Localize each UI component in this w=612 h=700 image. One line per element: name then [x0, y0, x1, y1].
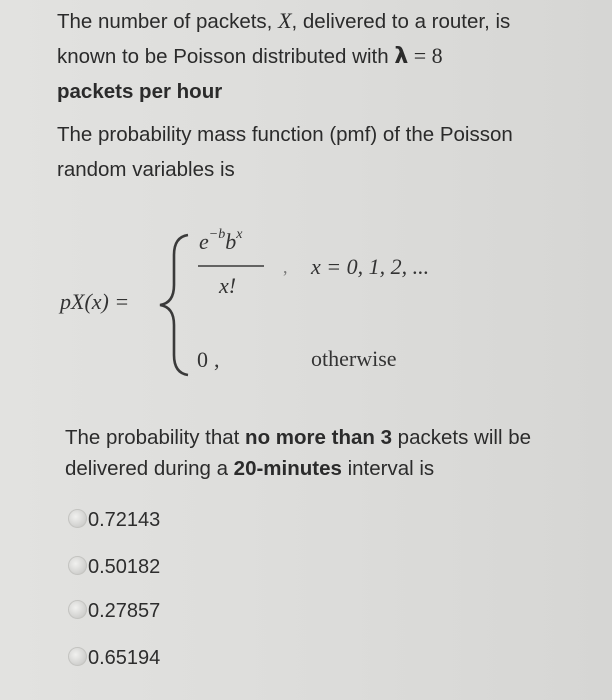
option-label-2[interactable]: 0.50182 [88, 556, 161, 578]
fraction-denominator: x! [219, 273, 237, 298]
intro-text: , delivered to a router, is [291, 10, 511, 33]
option-label-1[interactable]: 0.72143 [88, 509, 161, 531]
variable-x: X [278, 8, 292, 33]
rate-unit: packets per hour [57, 80, 223, 103]
case1-comma: , [283, 257, 288, 277]
intro-line-3 [57, 77, 222, 107]
left-brace [160, 235, 188, 375]
pmf-intro-line-1: The probability mass function (pmf) of the Poisson [57, 123, 513, 146]
fraction-numerator: $e^{-b}b^x$ [199, 226, 243, 254]
intro-text: known to be Poisson distributed with [57, 45, 395, 68]
lambda-value: = 8 [408, 43, 443, 68]
case2-value: 0 , [197, 347, 220, 372]
option-label-4[interactable]: 0.65194 [88, 647, 161, 669]
intro-text: The number of packets, [57, 10, 279, 33]
lambda-symbol: λ [394, 44, 409, 69]
pmf-formula [0, 215, 612, 400]
option-radio-3[interactable] [68, 600, 87, 619]
option-radio-1[interactable] [68, 509, 87, 528]
case2-condition: otherwise [311, 346, 397, 371]
intro-line-2 [57, 41, 443, 72]
question-line-1: The probability that no more than 3 packets will be [65, 426, 531, 449]
intro-line-1 [57, 6, 510, 37]
question-line-2: delivered during a 20-minutes interval is [65, 457, 435, 480]
option-label-3[interactable]: 0.27857 [88, 600, 161, 622]
option-radio-2[interactable] [68, 556, 87, 575]
pmf-intro-line-2: random variables is [57, 158, 235, 181]
option-radio-4[interactable] [68, 647, 87, 666]
pmf-lhs: pX(x) = [60, 289, 130, 314]
case1-condition: x = 0, 1, 2, ... [311, 254, 430, 279]
